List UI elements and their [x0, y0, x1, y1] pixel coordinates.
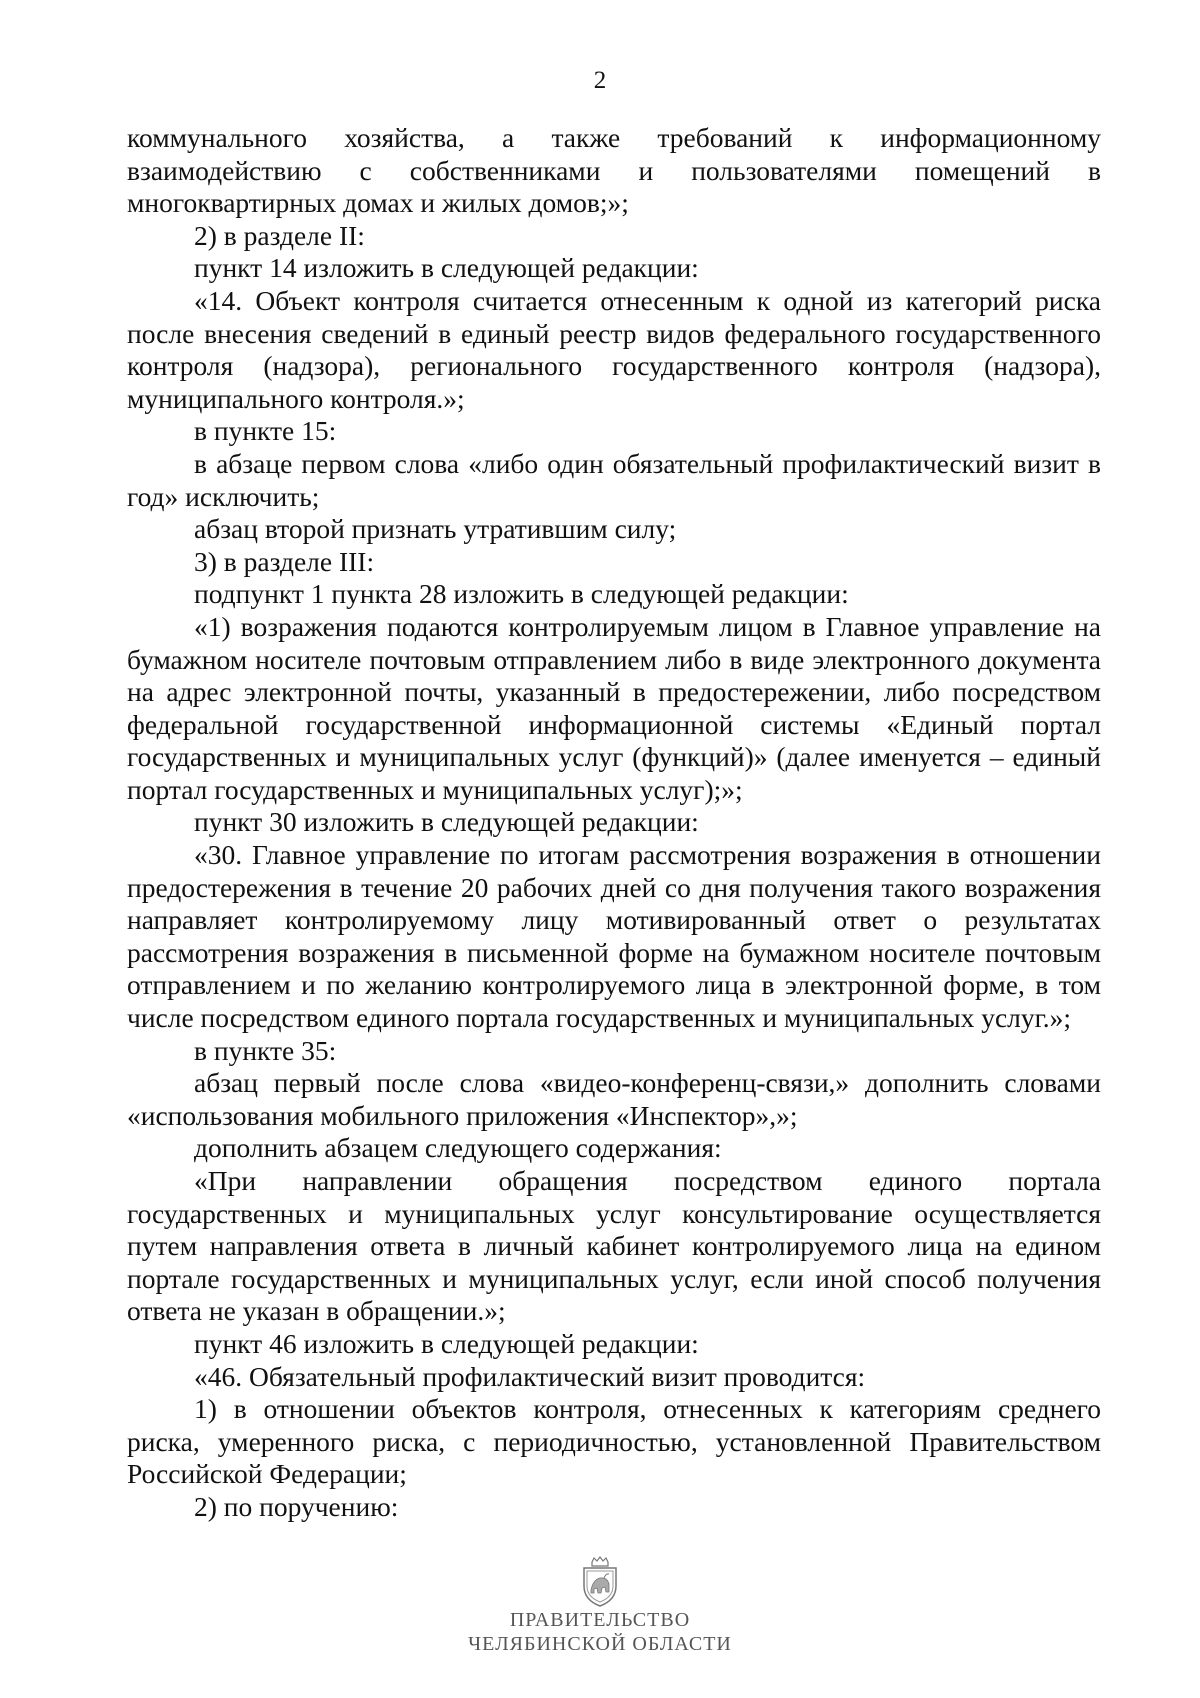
paragraph: 2) в разделе II: [194, 219, 365, 251]
paragraph: в абзаце первом слова «либо один обязательный профилактический визит в год» исключить; [127, 447, 1101, 512]
government-footer [0, 1556, 1200, 1656]
document-body [127, 122, 1101, 1524]
paragraph: «14. Объект контроля считается отнесенным к одной из категорий риска после внесения сведений в единый реестр видов федерального государственного контроля (надзора), регионального государственного контроля (надзора), муниципального контроля.»; [127, 284, 1101, 414]
org-name-line-2: ЧЕЛЯБИНСКОЙ ОБЛАСТИ [468, 1633, 732, 1655]
paragraph: в пункте 35: [194, 1034, 337, 1066]
page-number: 2 [593, 67, 607, 94]
paragraph: подпункт 1 пункта 28 изложить в следующей редакции: [194, 578, 849, 610]
paragraph-continuation: коммунального хозяйства, а также требований к информационному взаимодействию с собственниками и пользователями помещений в многоквартирных домах и жилых домов;»; [127, 122, 1101, 219]
paragraph: 3) в разделе III: [194, 545, 375, 577]
paragraph: дополнить абзацем следующего содержания: [194, 1132, 722, 1164]
paragraph: в пункте 15: [194, 415, 337, 447]
paragraph: абзац первый после слова «видео-конференц-связи,» дополнить словами «использования мобильного приложения «Инспектор»,»; [127, 1067, 1101, 1131]
paragraph: 1) в отношении объектов контроля, отнесенных к категориям среднего риска, умеренного риска, с периодичностью, установленной Правительством Российской Федерации; [127, 1393, 1101, 1490]
paragraph: «46. Обязательный профилактический визит проводится: [194, 1360, 866, 1392]
paragraph: пункт 30 изложить в следующей редакции: [194, 806, 699, 838]
paragraph: пункт 14 изложить в следующей редакции: [194, 252, 699, 284]
paragraph: абзац второй признать утратившим силу; [194, 513, 677, 545]
paragraph: «1) возражения подаются контролируемым лицом в Главное управление на бумажном носителе почтовым отправлением либо в виде электронного документа на адрес электронной почты, указанный в предостережении, либо посредством федеральной государственной информационной системы «Единый портал государственных и муниципальных услуг (функций)» (далее именуется – единый портал государственных и муниципальных услуг);»; [127, 610, 1101, 805]
paragraph: «При направлении обращения посредством единого портала государственных и муниципальных услуг консультирование осуществляется путем направления ответа в личный кабинет контролируемого лица на едином портале государственных и муниципальных услуг, если иной способ получения ответа не указан в обращении.»; [127, 1165, 1101, 1327]
paragraph: пункт 46 изложить в следующей редакции: [194, 1327, 699, 1359]
paragraph: 2) по поручению: [194, 1490, 399, 1522]
coat-of-arms-icon [578, 1556, 622, 1608]
paragraph: «30. Главное управление по итогам рассмотрения возражения в отношении предостережения в течение 20 рабочих дней со дня получения такого возражения направляет контролируемому лицу мотивированный ответ о результатах рассмотрения возражения в письменной форме на бумажном носителе почтовым отправлением и по желанию контролируемого лица в электронной форме, в том числе посредством единого портала государственных и муниципальных услуг.»; [127, 839, 1101, 1034]
org-name-line-1: ПРАВИТЕЛЬСТВО [509, 1609, 691, 1631]
